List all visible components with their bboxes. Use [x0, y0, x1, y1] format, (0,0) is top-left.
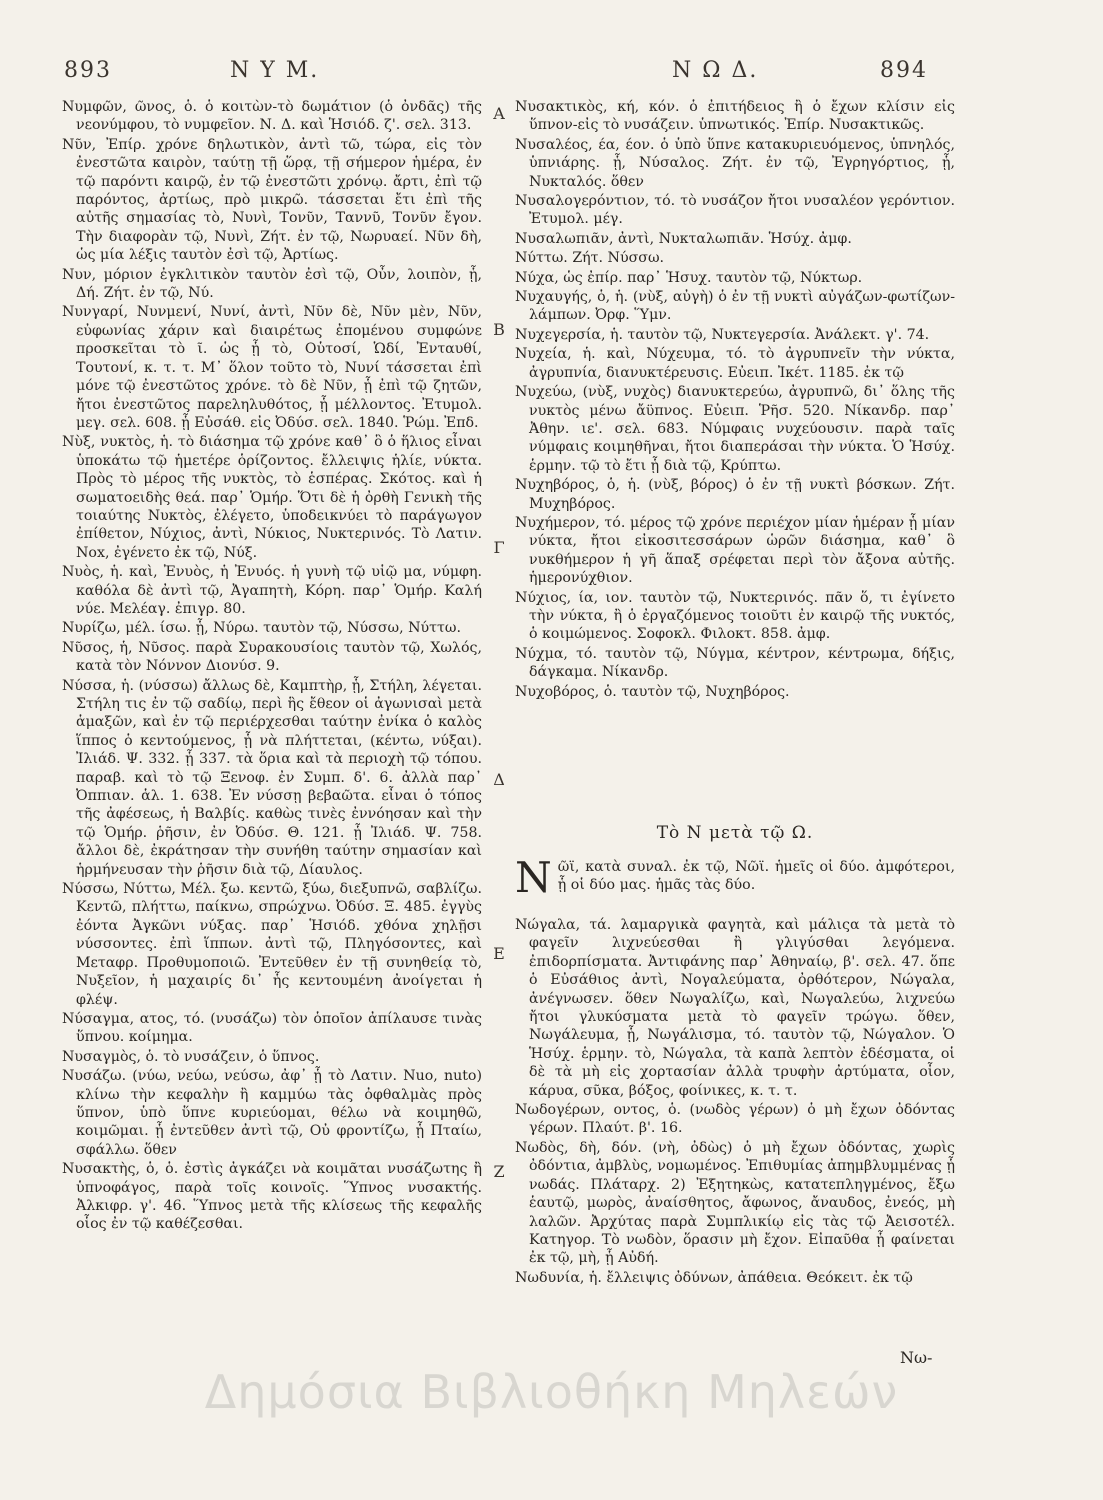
- left-running-head: Ν Υ Μ.: [230, 58, 320, 83]
- dictionary-entry: Νῦν, Ἐπίρ. χρόνε δηλωτικὸν, ἀντὶ τῶ, τώρα, εἰς τὸν ἐνεστῶτα καιρὸν, ταύτῃ τῇ ὥρᾳ, τῇ σήμερον ἡμέρα, ἐν τῷ παρόντι καιρῷ, ἐν τῷ ἐνεστῶτι χρόνῳ. ἄρτι, ἐπὶ τῷ παρόντος, ἀρτίως, πρὸ μικρῶ. τάσσεται ἔτι ἐπὶ τῆς αὐτῆς σημασίας τὸ, Νυνὶ, Τονῦν, Ταννῦ, Τονῦν ἔγον. Τὴν διαφορὰν τῷ, Νυνὶ, Ζήτ. ἐν τῷ, Νωρυαεί. Νῦν δὴ, ὡς μία λέξις ταυτὸν ἐσὶ τῷ, Ἀρτίως.: [62, 136, 482, 264]
- left-column: [62, 98, 482, 1235]
- dictionary-entry: Νυχεύω, (νὺξ, νυχὸς) διανυκτερεύω, ἀγρυπνῶ, δι᾽ ὅλης τῆς νυκτὸς μένω ἄϋπνος. Εὐειπ. Ῥῆσ. 520. Νίκανδρ. παρ᾽ Ἀθην. ιε'. σελ. 683. Νύμφαις νυχεύουσιν. παρὰ ταῖς νύμφαις κοιμηθῆναι, ἤτοι διαπεράσαι τὴν νύκτα. Ὁ Ἡσύχ. ἑρμην. τῷ τὸ ἔτι ᾗ διὰ τῷ, Κρύπτω.: [515, 384, 955, 474]
- dictionary-entry: Νυχοβόρος, ὁ. ταυτὸν τῷ, Νυχηβόρος.: [515, 683, 790, 700]
- section-mark: Ε: [493, 944, 505, 963]
- dictionary-entry: Νυσακτικὸς, κή, κόν. ὁ ἐπιτήδειος ἢ ὁ ἔχων κλίσιν εἰς ὕπνον-εἰς τὸ νυσάζειν. ὑπνωτικός. Ἐπίρ. Νυσακτικῶς.: [515, 99, 955, 134]
- section-letter-gutter: [487, 98, 511, 1181]
- dictionary-entry: Νυσαλωπιᾶν, ἀντὶ, Νυκταλωπιᾶν. Ἡσύχ. ἀμφ.: [515, 230, 852, 247]
- dictionary-entry: Νυὸς, ἡ. καὶ, Ἐνυὸς, ἡ Ἐνυός. ἡ γυνὴ τῷ υἱῷ μα, νύμφη. καθόλα δὲ ἀντὶ τῷ, Ἀγαπητὴ, Κόρη. παρ᾽ Ὁμήρ. Καλή νύε. Μελέαγ. ἐπιγρ. 80.: [62, 564, 482, 617]
- section-heading: Τὸ Ν μετὰ τῷ Ω.: [656, 823, 814, 843]
- dictionary-entry: Νωδογέρων, οντος, ὁ. (νωδὸς γέρων) ὁ μὴ ἔχων ὀδόντας γέρων. Πλαύτ. β'. 16.: [515, 1102, 955, 1137]
- dictionary-entry: Νυχήμερον, τό. μέρος τῷ χρόνε περιέχον μίαν ἡμέραν ᾗ μίαν νύκτα, ἤτοι εἰκοσιτεσσάρων ὡρῶν διάσημα, καθ᾽ ὃ νυκθήμερον ἡ γῆ ἅπαξ σρέφεται περὶ τὸν ἄξονα αὐτῆς. ἡμερονύχθιον.: [515, 514, 955, 587]
- library-watermark: Δημόσια Βιβλιοθήκη Μηλεών: [204, 1365, 899, 1419]
- dictionary-entry: Νὺξ, νυκτὸς, ἡ. τὸ διάσημα τῷ χρόνε καθ᾽ ὃ ὁ ἥλιος εἶναι ὑποκάτω τῷ ἡμετέρε ὁρίζοντος. ἔλλειψις ἡλίε, νύκτα. Πρὸς τὸ μέρος τῆς νυκτὸς, τὸ ἑσπέρας. Σκότος. καὶ ἡ σωματοειδὴς θεά. παρ᾽ Ὁμήρ. Ὅτι δὲ ἡ ὀρθὴ Γενικὴ τῆς τοιαύτης Νυκτὸς, ἐλέγετο, ὑποδεικνύει τὸ παράγωγον ἐπίθετον, Νύχιος, ἀντὶ, Νύκιος, Νυκτερινός. Τὸ Λατιν. Nox, ἐγένετο ἐκ τῷ, Νύξ.: [62, 434, 482, 561]
- dictionary-entry: Νυσαγμὸς, ὁ. τὸ νυσάζειν, ὁ ὕπνος.: [62, 1048, 320, 1065]
- right-column-continued: [515, 916, 955, 1288]
- right-column: [515, 98, 955, 702]
- dictionary-entry: Νώγαλα, τά. λαμαργικὰ φαγητὰ, καὶ μάλιςα τὰ μετὰ τὸ φαγεῖν λιχνεύεσθαι ἢ γλιγύσθαι λεγόμενα. ἐπιδορπίσματα. Ἀντιφάνης παρ᾽ Ἀθηναίῳ, β'. σελ. 47. ὅπε ὁ Εὐσάθιος ἀντὶ, Νογαλεύματα, ὀρθότερον, Νώγαλα, ἀνέγνωσεν. ὅθεν Νωγαλίζω, καὶ, Νωγαλεύω, λιχνεύω ἤτοι γλυκύσματα μετὰ τὸ φαγεῖν τρώγω. ὅθεν, Νωγάλευμα, ᾗ, Νωγάλισμα, τό. ταυτὸν τῷ, Νώγαλον. Ὁ Ἡσύχ. ἑρμην. τὸ, Νώγαλα, τὰ καπὰ λεπτὸν ἐδέσματα, οἱ δὲ τὰ μὴ εἰς χορτασίαν ἀλλὰ τρυφὴν ἀρτύματα, οἷον, κάρυα, σῦκα, βόξος, φοίνικες, κ. τ. τ.: [515, 917, 955, 1099]
- dictionary-entry: Νυχηβόρος, ὁ, ἡ. (νὺξ, βόρος) ὁ ἐν τῇ νυκτὶ βόσκων. Ζήτ. Μυχηβόρος.: [515, 477, 955, 512]
- section-mark: Α: [493, 104, 505, 123]
- dictionary-entry: Νυν, μόριον ἐγκλιτικὸν ταυτὸν ἐσὶ τῷ, Οὖν, λοιπὸν, ᾗ, Δή. Ζήτ. ἐν τῷ, Νύ.: [62, 266, 482, 302]
- dictionary-entry: Νυσαλογερόντιον, τό. τὸ νυσάζον ἤτοι νυσαλέον γερόντιον. Ἐτυμολ. μέγ.: [515, 193, 955, 228]
- dictionary-entry: Νυσακτὴς, ὁ, ὁ. ἐστὶς ἀγκάζει νὰ κοιμᾶται νυσάζωτης ἢ ὑπνοφάγος, παρὰ τοῖς κοινοῖς. Ὕπνος νυσακτής. Ἀλκιφρ. γ'. 46. Ὕπνος μετὰ τῆς κλίσεως τῆς κεφαλῆς οἷος ἐν τῷ καθέζεσθαι.: [62, 1161, 482, 1233]
- dictionary-entry: Νυρίζω, μέλ. ίσω. ᾗ, Νύρω. ταυτὸν τῷ, Νύσσω, Νύττω.: [62, 620, 461, 637]
- right-running-head: Ν Ω Δ.: [672, 58, 759, 83]
- dictionary-entry: Νύττω. Ζήτ. Νύσσω.: [515, 250, 665, 267]
- dictionary-entry: Νυμφῶν, ῶνος, ὁ. ὁ κοιτὼν-τὸ δωμάτιον (ὁ ὀνδᾶς) τῆς νεονύμφου, τὸ νυμφεῖον. Ν. Δ. καὶ Ἡσιόδ. ζ'. σελ. 313.: [62, 99, 482, 134]
- dropcap-entry-text: ῶϊ, κατὰ συναλ. ἐκ τῷ, Νῶϊ. ἡμεῖς οἱ δύο. ἀμφότεροι, ᾗ οἱ δύο μας. ἡμᾶς τὰς δύο.: [557, 859, 955, 894]
- dictionary-entry: Νυσαλέος, έα, έον. ὁ ὑπὸ ὕπνε κατακυριευόμενος, ὑπνηλός, ὑπνιάρης. ᾗ, Νύσαλος. Ζήτ. ἐν τῷ, Ἐγρηγόρτιος, ᾗ, Νυκταλός. ὅθεν: [515, 136, 955, 190]
- section-mark: Β: [493, 320, 505, 339]
- section-mark: Δ: [493, 770, 505, 789]
- dictionary-entry: Νύχα, ὡς ἐπίρ. παρ᾽ Ἡσυχ. ταυτὸν τῷ, Νύκτωρ.: [515, 269, 863, 286]
- dictionary-entry: Νυνγαρί, Νυνμενί, Νυνί, ἀντὶ, Νῦν δὲ, Νῦν μὲν, Νῦν, εὐφωνίας χάριν καὶ διαιρέτως ἐπομένου συμφώνε προσκεῖται τὸ ῖ. ὡς ᾗ τὸ, Οὑτοσί, Ὡδί, Ἐνταυθί, Τουτονί, κ. τ. τ. Μ᾽ ὅλον τοῦτο τὸ, Νυνί τάσσεται ἐπὶ μόνε τῷ ἐνεστῶτος χρόνε. τὸ δὲ Νῦν, ᾗ ἐπὶ τῷ ζητῶν, ἤτοι ἐνεστῶτος παρεληλυθότος, ᾗ μέλλοντος. Ἐτυμολ. μεγ. σελ. 608. ᾗ Εὐσάθ. εἰς Ὀδύσ. σελ. 1840. Ῥώμ. Ἐπδ.: [62, 304, 482, 431]
- section-mark: Γ: [493, 538, 505, 557]
- dictionary-entry: Νύσσα, ἡ. (νύσσω) ἄλλως δὲ, Καμπτὴρ, ᾗ, Στήλη, λέγεται. Στήλη τις ἐν τῷ σαδίῳ, περὶ ἣς ἔθεον οἱ ἀγωνισαὶ μετὰ ἁμαξῶν, καὶ ἐν τῷ περιέρχεσθαι ταύτην ἐνίκα ὁ καλὸς ἵππος ὁ κεντούμενος, ᾗ νὰ πλήττεται, (κέντω, νύξαι). Ἰλιάδ. Ψ. 332. ᾗ 337. τὰ ὅρια καὶ τὰ περιοχὴ τῷ τόπου. παραβ. καὶ τὸ τῷ Ξενοφ. ἐν Συμπ. δ'. 6. ἀλλὰ παρ᾽ Ὀππιαν. ἁλ. 1. 638. Ἐν νύσσῃ βεβαῶτα. εἶναι ὁ τόπος τῆς ἀφέσεως, ἡ Βαλβίς. καθὼς τινὲς ἐννόησαν καὶ τὴν τῷ Ὁμήρ. ῥῆσιν, ἐν Ὀδύσ. Θ. 121. ᾗ Ἰλιάδ. Ψ. 758. ἄλλοι δὲ, ἐκράτησαν τὴν συνήθη ταύτην σημασίαν καὶ ἡρμήνευσαν τὴν ῥῆσιν διὰ τῷ, Δίαυλος.: [62, 677, 482, 878]
- dictionary-entry: Νῦσος, ἡ, Νῦσος. παρὰ Συρακουσίοις ταυτὸν τῷ, Χωλός, κατὰ τὸν Νόννον Διονύσ. 9.: [62, 639, 482, 675]
- dropcap-entry: [515, 853, 955, 902]
- dictionary-entry: Νυσάζω. (νύω, νεύω, νεύσω, ἀφ᾽ ᾗ τὸ Λατιν. Nuo, nuto) κλίνω τὴν κεφαλὴν ἢ καμμύω τὰς ὀφθαλμὰς πρὸς ὕπνον, ὑπὸ ὕπνε κυριεύομαι, θέλω νὰ κοιμηθῶ, κοιμῶμαι. ᾗ ἐντεῦθεν ἀντὶ τῷ, Οὐ φροντίζω, ᾗ Πταίω, σφάλλω. ὅθεν: [62, 1068, 482, 1158]
- dictionary-entry: Νωδὸς, δὴ, δόν. (νὴ, ὀδὼς) ὁ μὴ ἔχων ὀδόντας, χωρὶς ὀδόντια, ἀμβλὺς, νομωμένος. Ἐπιθυμίας ἀπημβλυμμένας ᾗ νωδάς. Πλάταρχ. 2) Ἐξητηκὼς, κατατεπληγμένος, ἔξω ἑαυτῷ, μωρὸς, ἀναίσθητος, ἄφωνος, ἄναυδος, ἐνεός, μὴ λαλῶν. Ἀρχύτας παρὰ Συμπλικίῳ εἰς τὰς τῷ Ἀεισοτέλ. Κατηγορ. Τὸ νωδὸν, ὅρασιν μὴ ἔχον. Εἰπαῦθα ᾗ φαίνεται ἐκ τῷ, μὴ, ᾗ Αὐδή.: [515, 1139, 955, 1267]
- drop-cap-letter: Ν: [515, 853, 552, 902]
- dictionary-entry: Νυχεία, ἡ. καὶ, Νύχευμα, τό. τὸ ἀγρυπνεῖν τὴν νύκτα, ἀγρυπνία, διανυκτέρευσις. Εὐειπ. Ἰκέτ. 1185. ἐκ τῷ: [515, 346, 955, 381]
- section-mark: Ζ: [493, 1162, 505, 1181]
- dictionary-entry: Νυχεγερσία, ἡ. ταυτὸν τῷ, Νυκτεγερσία. Ἀνάλεκτ. γ'. 74.: [515, 326, 930, 343]
- right-page-number: 894: [880, 58, 928, 83]
- dictionary-entry: Νύχμα, τό. ταυτὸν τῷ, Νύγμα, κέντρον, κέντρωμα, δήξις, δάγκαμα. Νίκανδρ.: [515, 645, 955, 681]
- catchword: Νω-: [900, 1348, 933, 1367]
- dictionary-entry: Νύσσω, Νύττω, Μέλ. ξω. κεντῶ, ξύω, διεξυπνῶ, σαβλίζω. Κεντῶ, πλήττω, παίκνω, σπρώχνω. Ὀδύσ. Ξ. 485. ἐγγὺς ἐόντα Ἀγκῶνι νύξας. παρ᾽ Ἡσιόδ. χθόνα χηλῇσι νύσσοντες. ἐπὶ ἵππων. ἀντὶ τῷ, Πληγόσοντες, καὶ Μεταφρ. Προθυμοποιῶ. Ἐντεῦθεν ἐν τῇ συνηθείᾳ τὸ, Νυξεῖον, ἡ μαχαιρίς δι᾽ ἧς κεντουμένη ἀνοίγεται ἡ φλέψ.: [62, 881, 482, 1008]
- dictionary-entry: Νύχιος, ία, ιον. ταυτὸν τῷ, Νυκτερινός. πᾶν ὅ, τι ἐγίνετο τὴν νύκτα, ἢ ὁ ἐργαζόμενος τοιοῦτι ἐν καιρῷ τῆς νυκτός, ὁ κοιμώμενος. Σοφοκλ. Φιλοκτ. 858. ἀμφ.: [515, 589, 955, 643]
- dictionary-entry: Νύσαγμα, ατος, τό. (νυσάζω) τὸν ὁποῖον ἀπίλαυσε τινὰς ὕπνου. κοίμημα.: [62, 1010, 482, 1046]
- left-page-number: 893: [64, 58, 112, 83]
- dictionary-entry: Νυχαυγής, ὁ, ἡ. (νὺξ, αὐγὴ) ὁ ἐν τῇ νυκτὶ αὐγάζων-φωτίζων-λάμπων. Ὀρφ. Ὕμν.: [515, 289, 955, 324]
- dictionary-entry: Νωδυνία, ἡ. ἔλλειψις ὀδύνων, ἀπάθεια. Θεόκειτ. ἐκ τῷ: [515, 1269, 913, 1286]
